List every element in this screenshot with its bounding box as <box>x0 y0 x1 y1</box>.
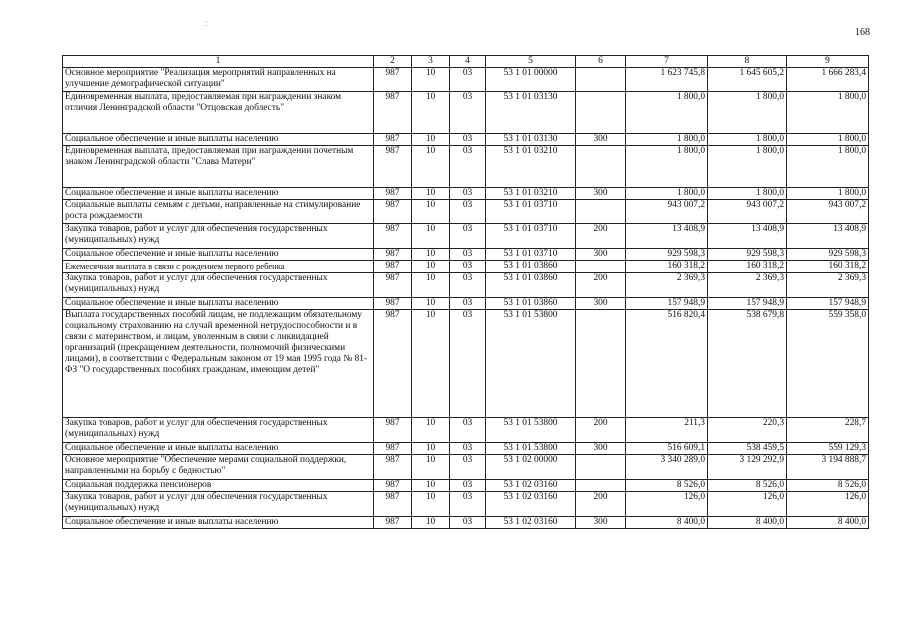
expense-name-cell: Социальное обеспечение и иные выплаты населению <box>63 443 374 455</box>
subsection-code-cell: 03 <box>450 200 486 224</box>
target-article-cell: 53 1 01 03860 <box>486 261 576 273</box>
grbs-code-cell: 987 <box>374 310 412 418</box>
subsection-code-cell: 03 <box>450 273 486 298</box>
amount-year-1-cell: 516 609,1 <box>626 443 708 455</box>
amount-year-1-cell: 3 340 289,0 <box>626 455 708 480</box>
expense-type-cell: 300 <box>576 134 626 146</box>
section-code-cell: 10 <box>412 146 450 188</box>
subsection-code-cell: 03 <box>450 517 486 529</box>
section-code-cell: 10 <box>412 480 450 492</box>
subsection-code-cell: 03 <box>450 492 486 517</box>
target-article-cell: 53 1 01 03210 <box>486 188 576 200</box>
table-row <box>63 298 869 310</box>
amount-year-2-cell: 126,0 <box>708 492 787 517</box>
grbs-code-cell: 987 <box>374 68 412 92</box>
grbs-code-cell: 987 <box>374 492 412 517</box>
amount-year-3-cell: 228,7 <box>787 418 869 443</box>
subsection-code-cell: 03 <box>450 134 486 146</box>
expense-name-cell: Социальная поддержка пенсионеров <box>63 480 374 492</box>
subsection-code-cell: 03 <box>450 224 486 249</box>
section-code-cell: 10 <box>412 455 450 480</box>
amount-year-1-cell: 126,0 <box>626 492 708 517</box>
target-article-cell: 53 1 02 03160 <box>486 517 576 529</box>
header-cell: 7 <box>626 56 708 68</box>
header-cell: 4 <box>450 56 486 68</box>
expense-type-cell: 300 <box>576 298 626 310</box>
amount-year-2-cell: 1 800,0 <box>708 188 787 200</box>
scan-speck: : <box>205 18 208 28</box>
expense-type-cell <box>576 92 626 134</box>
target-article-cell: 53 1 02 00000 <box>486 455 576 480</box>
section-code-cell: 10 <box>412 224 450 249</box>
target-article-cell: 53 1 01 03130 <box>486 92 576 134</box>
expense-type-cell: 200 <box>576 492 626 517</box>
amount-year-3-cell: 559 129,3 <box>787 443 869 455</box>
amount-year-1-cell: 943 007,2 <box>626 200 708 224</box>
section-code-cell: 10 <box>412 310 450 418</box>
expense-name-cell: Социальное обеспечение и иные выплаты населению <box>63 298 374 310</box>
table-row <box>63 261 869 273</box>
amount-year-2-cell: 1 645 605,2 <box>708 68 787 92</box>
amount-year-1-cell: 1 800,0 <box>626 92 708 134</box>
amount-year-2-cell: 1 800,0 <box>708 146 787 188</box>
target-article-cell: 53 1 01 53800 <box>486 418 576 443</box>
table-row <box>63 68 869 92</box>
subsection-code-cell: 03 <box>450 418 486 443</box>
expense-type-cell <box>576 200 626 224</box>
amount-year-3-cell: 8 400,0 <box>787 517 869 529</box>
expense-name-cell: Закупка товаров, работ и услуг для обеспечения государственных (муниципальных) нужд <box>63 224 374 249</box>
table-row <box>63 92 869 134</box>
amount-year-2-cell: 160 318,2 <box>708 261 787 273</box>
amount-year-2-cell: 2 369,3 <box>708 273 787 298</box>
subsection-code-cell: 03 <box>450 443 486 455</box>
header-cell: 6 <box>576 56 626 68</box>
amount-year-1-cell: 8 526,0 <box>626 480 708 492</box>
expense-name-cell: Закупка товаров, работ и услуг для обеспечения государственных (муниципальных) нужд <box>63 418 374 443</box>
grbs-code-cell: 987 <box>374 92 412 134</box>
expense-type-cell: 300 <box>576 188 626 200</box>
expense-name-cell: Социальное обеспечение и иные выплаты населению <box>63 134 374 146</box>
subsection-code-cell: 03 <box>450 188 486 200</box>
expense-name-cell: Социальное обеспечение и иные выплаты населению <box>63 188 374 200</box>
amount-year-3-cell: 1 800,0 <box>787 188 869 200</box>
table-row <box>63 146 869 188</box>
table-row <box>63 249 869 261</box>
grbs-code-cell: 987 <box>374 188 412 200</box>
grbs-code-cell: 987 <box>374 480 412 492</box>
grbs-code-cell: 987 <box>374 224 412 249</box>
expense-name-cell: Выплата государственных пособий лицам, не подлежащим обязательному социальному страхованию на случай временной нетрудоспособности и в связи с материнством, и лицам, уволенным в связи с ликвидацией организаций (прекращением деятельности, полномочий физическими лицами), в соответствии с Федеральным законом от 19 мая 1995 года № 81-ФЗ "О государственных пособиях гражданам, имеющим детей" <box>63 310 374 418</box>
target-article-cell: 53 1 01 03710 <box>486 200 576 224</box>
expense-type-cell: 300 <box>576 517 626 529</box>
target-article-cell: 53 1 02 03160 <box>486 480 576 492</box>
target-article-cell: 53 1 01 03860 <box>486 273 576 298</box>
amount-year-1-cell: 1 800,0 <box>626 146 708 188</box>
amount-year-2-cell: 1 800,0 <box>708 134 787 146</box>
grbs-code-cell: 987 <box>374 517 412 529</box>
amount-year-2-cell: 157 948,9 <box>708 298 787 310</box>
section-code-cell: 10 <box>412 273 450 298</box>
amount-year-3-cell: 1 800,0 <box>787 134 869 146</box>
amount-year-3-cell: 126,0 <box>787 492 869 517</box>
subsection-code-cell: 03 <box>450 68 486 92</box>
amount-year-1-cell: 13 408,9 <box>626 224 708 249</box>
expense-name-cell: Закупка товаров, работ и услуг для обеспечения государственных (муниципальных) нужд <box>63 273 374 298</box>
target-article-cell: 53 1 02 03160 <box>486 492 576 517</box>
expense-name-cell: Закупка товаров, работ и услуг для обеспечения государственных (муниципальных) нужд <box>63 492 374 517</box>
expense-type-cell <box>576 455 626 480</box>
amount-year-2-cell: 13 408,9 <box>708 224 787 249</box>
header-cell: 2 <box>374 56 412 68</box>
expense-type-cell <box>576 480 626 492</box>
header-cell: 1 <box>63 56 374 68</box>
amount-year-2-cell: 538 459,5 <box>708 443 787 455</box>
target-article-cell: 53 1 01 53800 <box>486 310 576 418</box>
target-article-cell: 53 1 01 53800 <box>486 443 576 455</box>
amount-year-1-cell: 157 948,9 <box>626 298 708 310</box>
section-code-cell: 10 <box>412 443 450 455</box>
section-code-cell: 10 <box>412 134 450 146</box>
grbs-code-cell: 987 <box>374 134 412 146</box>
expense-type-cell: 200 <box>576 273 626 298</box>
header-cell: 3 <box>412 56 450 68</box>
section-code-cell: 10 <box>412 418 450 443</box>
amount-year-1-cell: 1 623 745,8 <box>626 68 708 92</box>
expense-type-cell <box>576 68 626 92</box>
amount-year-2-cell: 929 598,3 <box>708 249 787 261</box>
grbs-code-cell: 987 <box>374 455 412 480</box>
amount-year-3-cell: 559 358,0 <box>787 310 869 418</box>
section-code-cell: 10 <box>412 249 450 261</box>
header-cell: 9 <box>787 56 869 68</box>
amount-year-3-cell: 1 666 283,4 <box>787 68 869 92</box>
table-row <box>63 443 869 455</box>
subsection-code-cell: 03 <box>450 261 486 273</box>
page-number: 168 <box>855 27 870 38</box>
amount-year-1-cell: 8 400,0 <box>626 517 708 529</box>
expense-name-cell: Ежемесячная выплата в связи с рождением первого ребенка <box>63 261 374 273</box>
target-article-cell: 53 1 01 03860 <box>486 298 576 310</box>
amount-year-2-cell: 1 800,0 <box>708 92 787 134</box>
expense-type-cell <box>576 146 626 188</box>
amount-year-2-cell: 220,3 <box>708 418 787 443</box>
grbs-code-cell: 987 <box>374 146 412 188</box>
grbs-code-cell: 987 <box>374 298 412 310</box>
target-article-cell: 53 1 01 03130 <box>486 134 576 146</box>
table-row <box>63 188 869 200</box>
expense-name-cell: Основное мероприятие "Реализация мероприятий направленных на улучшение демографической ситуации" <box>63 68 374 92</box>
table-row <box>63 224 869 249</box>
subsection-code-cell: 03 <box>450 310 486 418</box>
amount-year-3-cell: 13 408,9 <box>787 224 869 249</box>
target-article-cell: 53 1 01 03710 <box>486 224 576 249</box>
expense-type-cell <box>576 261 626 273</box>
table-row <box>63 134 869 146</box>
amount-year-2-cell: 538 679,8 <box>708 310 787 418</box>
table-body <box>63 68 869 529</box>
subsection-code-cell: 03 <box>450 92 486 134</box>
amount-year-3-cell: 2 369,3 <box>787 273 869 298</box>
amount-year-1-cell: 516 820,4 <box>626 310 708 418</box>
expense-type-cell: 200 <box>576 418 626 443</box>
table-row <box>63 273 869 298</box>
grbs-code-cell: 987 <box>374 443 412 455</box>
expense-type-cell <box>576 310 626 418</box>
section-code-cell: 10 <box>412 68 450 92</box>
amount-year-1-cell: 211,3 <box>626 418 708 443</box>
budget-table <box>62 55 869 529</box>
amount-year-3-cell: 8 526,0 <box>787 480 869 492</box>
amount-year-3-cell: 1 800,0 <box>787 92 869 134</box>
section-code-cell: 10 <box>412 517 450 529</box>
header-row <box>63 56 869 68</box>
table-row <box>63 418 869 443</box>
amount-year-3-cell: 3 194 888,7 <box>787 455 869 480</box>
expense-type-cell: 300 <box>576 443 626 455</box>
target-article-cell: 53 1 01 00000 <box>486 68 576 92</box>
amount-year-1-cell: 160 318,2 <box>626 261 708 273</box>
grbs-code-cell: 987 <box>374 249 412 261</box>
expense-name-cell: Единовременная выплата, предоставляемая при награждении почетным знаком Ленинградской области "Слава Матери" <box>63 146 374 188</box>
grbs-code-cell: 987 <box>374 273 412 298</box>
amount-year-3-cell: 157 948,9 <box>787 298 869 310</box>
expense-type-cell: 200 <box>576 224 626 249</box>
subsection-code-cell: 03 <box>450 146 486 188</box>
section-code-cell: 10 <box>412 92 450 134</box>
section-code-cell: 10 <box>412 261 450 273</box>
section-code-cell: 10 <box>412 492 450 517</box>
amount-year-2-cell: 943 007,2 <box>708 200 787 224</box>
header-cell: 5 <box>486 56 576 68</box>
table-row <box>63 492 869 517</box>
amount-year-1-cell: 929 598,3 <box>626 249 708 261</box>
table-row <box>63 480 869 492</box>
header-cell: 8 <box>708 56 787 68</box>
section-code-cell: 10 <box>412 298 450 310</box>
subsection-code-cell: 03 <box>450 455 486 480</box>
expense-name-cell: Социальное обеспечение и иные выплаты населению <box>63 517 374 529</box>
amount-year-1-cell: 1 800,0 <box>626 188 708 200</box>
section-code-cell: 10 <box>412 188 450 200</box>
amount-year-3-cell: 943 007,2 <box>787 200 869 224</box>
grbs-code-cell: 987 <box>374 418 412 443</box>
amount-year-1-cell: 2 369,3 <box>626 273 708 298</box>
target-article-cell: 53 1 01 03710 <box>486 249 576 261</box>
expense-name-cell: Единовременная выплата, предоставляемая при награждении знаком отличия Ленинградской области "Отцовская доблесть" <box>63 92 374 134</box>
amount-year-3-cell: 160 318,2 <box>787 261 869 273</box>
amount-year-2-cell: 8 400,0 <box>708 517 787 529</box>
table-row <box>63 455 869 480</box>
table-row <box>63 517 869 529</box>
subsection-code-cell: 03 <box>450 249 486 261</box>
target-article-cell: 53 1 01 03210 <box>486 146 576 188</box>
table-row <box>63 200 869 224</box>
expense-name-cell: Социальное обеспечение и иные выплаты населению <box>63 249 374 261</box>
amount-year-3-cell: 1 800,0 <box>787 146 869 188</box>
subsection-code-cell: 03 <box>450 480 486 492</box>
amount-year-2-cell: 8 526,0 <box>708 480 787 492</box>
subsection-code-cell: 03 <box>450 298 486 310</box>
expense-name-cell: Социальные выплаты семьям с детьми, направленные на стимулирование роста рождаемости <box>63 200 374 224</box>
amount-year-1-cell: 1 800,0 <box>626 134 708 146</box>
grbs-code-cell: 987 <box>374 200 412 224</box>
table-row <box>63 310 869 418</box>
expense-name-cell: Основное мероприятие "Обеспечение мерами социальной поддержки, направленными на борьбу с бедностью" <box>63 455 374 480</box>
expense-type-cell: 300 <box>576 249 626 261</box>
amount-year-2-cell: 3 129 292,9 <box>708 455 787 480</box>
amount-year-3-cell: 929 598,3 <box>787 249 869 261</box>
grbs-code-cell: 987 <box>374 261 412 273</box>
section-code-cell: 10 <box>412 200 450 224</box>
